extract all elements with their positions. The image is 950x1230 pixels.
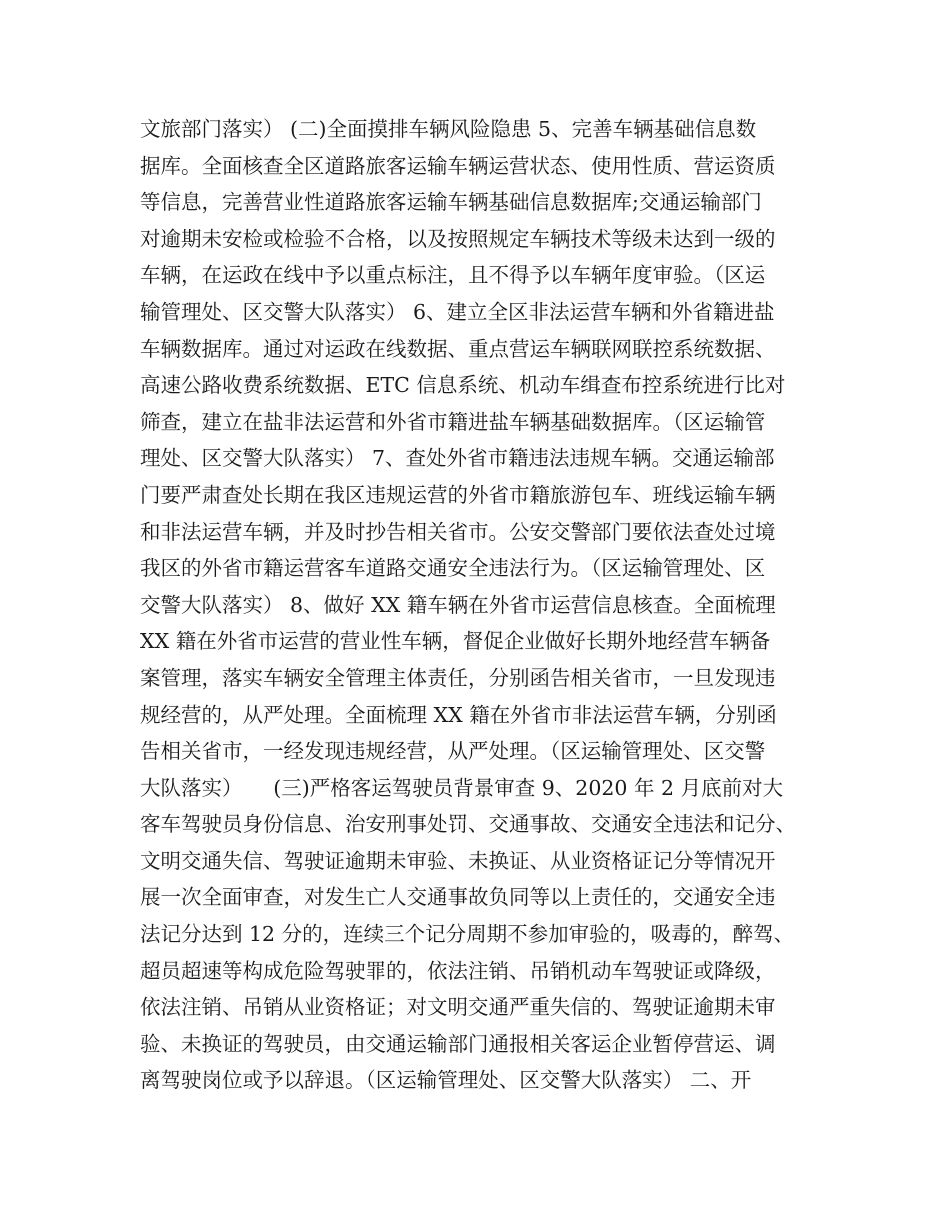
text-line: 文明交通失信、驾驶证逾期未审验、未换证、从业资格证记分等情况开 [140,848,776,873]
text-line: 车辆，在运政在线中予以重点标注，且不得予以车辆年度审验。（区运 [140,263,766,288]
text-line: 输管理处、区交警大队落实） 6、建立全区非法运营车辆和外省籍进盐 [140,299,775,324]
text-line: 案管理，落实车辆安全管理主体责任，分别函告相关省市，一旦发现违 [140,665,776,690]
text-line: 据库。全面核查全区道路旅客运输车辆运营状态、使用性质、营运资质 [140,153,776,178]
text-line: 法记分达到 12 分的，连续三个记分周期不参加审验的，吸毒的，醉驾、 [140,922,795,947]
text-line: 我区的外省市籍运营客车道路交通安全违法行为。（区运输管理处、区 [140,556,766,581]
text-line: 依法注销、吊销从业资格证；对文明交通严重失信的、驾驶证逾期未审 [140,995,776,1020]
text-line: 展一次全面审查，对发生亡人交通事故负同等以上责任的，交通安全违 [140,885,776,910]
text-line: 告相关省市，一经发现违规经营，从严处理。（区运输管理处、区交警 [140,739,766,764]
text-line: 筛查，建立在盐非法运营和外省市籍进盐车辆基础数据库。（区运输管 [140,409,766,434]
text-line: 文旅部门落实） (二)全面摸排车辆风险隐患 5、完善车辆基础信息数 [140,117,757,141]
text-line: 和非法运营车辆，并及时抄告相关省市。公安交警部门要依法查处过境 [140,519,776,544]
text-line: 超员超速等构成危险驾驶罪的，依法注销、吊销机动车驾驶证或降级， [140,958,776,983]
text-line: 理处、区交警大队落实） 7、查处外省市籍违法违规车辆。交通运输部 [140,446,775,471]
text-line: 大队落实） (三)严格客运驾驶员背景审查 9、2020 年 2 月底前对大 [140,775,784,800]
text-line: 对逾期未安检或检验不合格，以及按照规定车辆技术等级未达到一级的 [140,226,776,251]
text-line: 离驾驶岗位或予以辞退。（区运输管理处、区交警大队落实） 二、开 [140,1068,752,1093]
text-line: 验、未换证的驾驶员，由交通运输部门通报相关客运企业暂停营运、调 [140,1031,776,1056]
text-line: 高速公路收费系统数据、ETC 信息系统、机动车缉查布控系统进行比对 [140,373,786,398]
text-line: 交警大队落实） 8、做好 XX 籍车辆在外省市运营信息核查。全面梳理 [140,592,776,617]
text-line: XX 籍在外省市运营的营业性车辆，督促企业做好长期外地经营车辆备 [140,629,771,654]
text-line: 等信息，完善营业性道路旅客运输车辆基础信息数据库;交通运输部门 [140,190,762,215]
text-line: 客车驾驶员身份信息、治安刑事处罚、交通事故、交通安全违法和记分、 [140,812,796,837]
text-line: 车辆数据库。通过对运政在线数据、重点营运车辆联网联控系统数据、 [140,336,776,361]
text-line: 规经营的，从严处理。全面梳理 XX 籍在外省市非法运营车辆，分别函 [140,702,777,727]
text-line: 门要严肃查处长期在我区违规运营的外省市籍旅游包车、班线运输车辆 [140,482,776,507]
body-text [140,111,820,1099]
